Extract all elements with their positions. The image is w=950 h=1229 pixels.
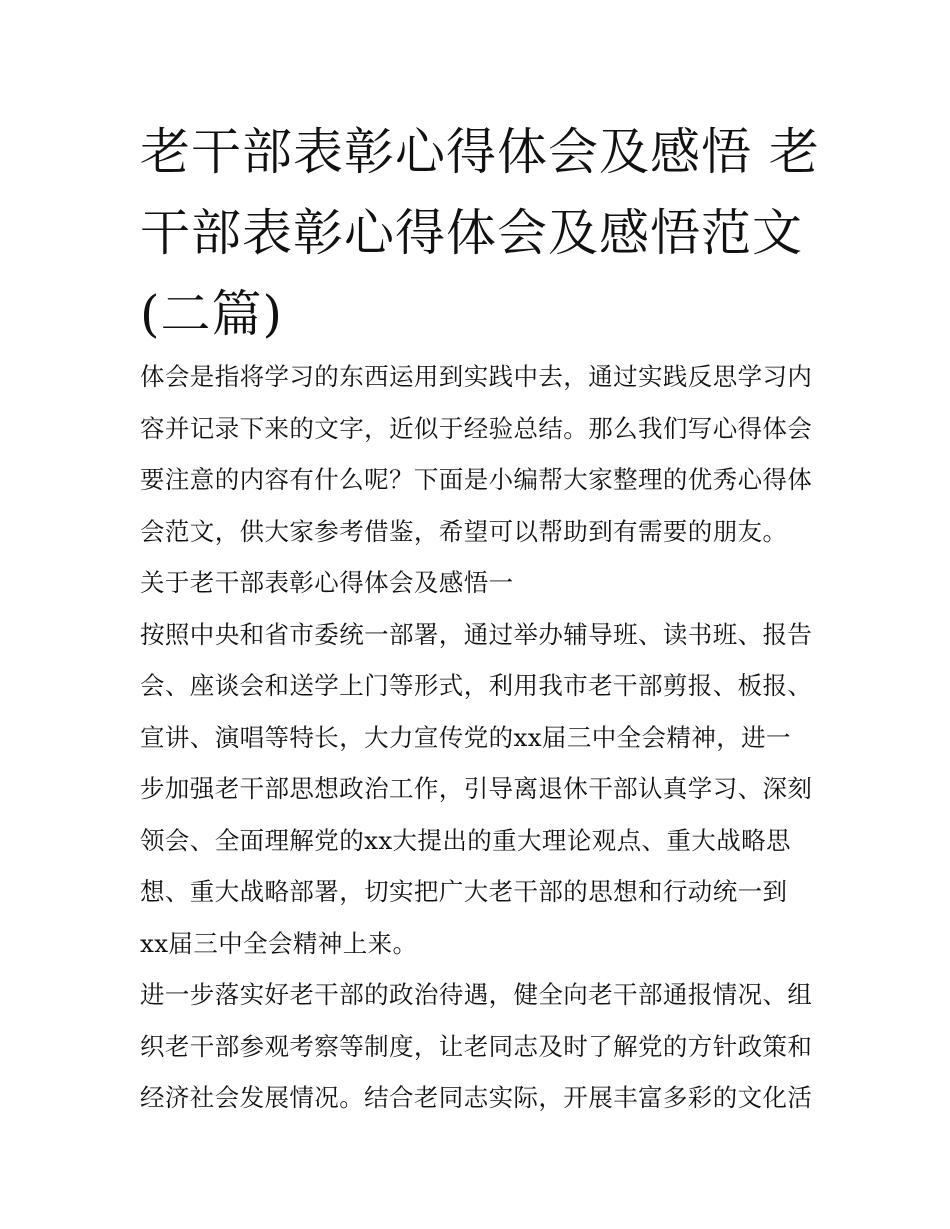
paragraph-line: 进一步落实好老干部的政治待遇，健全向老干部通报情况、组 — [140, 980, 813, 1009]
intro-line: 体会是指将学习的东西运用到实践中去，通过实践反思学习内 — [140, 362, 813, 391]
paragraph-line: xx届三中全会精神上来。 — [140, 928, 418, 958]
paragraph-line: 领会、全面理解党的xx大提出的重大理论观点、重大战略思 — [140, 825, 791, 855]
title-line: 老干部表彰心得体会及感悟 老 — [140, 123, 820, 181]
title-line: 干部表彰心得体会及感悟范文 — [140, 204, 803, 262]
intro-line: 会范文，供大家参考借鉴，希望可以帮助到有需要的朋友。 — [140, 516, 788, 546]
paragraph-line: 经济社会发展情况。结合老同志实际，开展丰富多彩的文化活 — [140, 1083, 813, 1112]
title-line: (二篇) — [140, 285, 284, 343]
document-body — [140, 351, 830, 1124]
intro-line: 容并记录下来的文字，近似于经验总结。那么我们写心得体会 — [140, 413, 813, 443]
paragraph-line: 宣讲、演唱等特长，大力宣传党的xx届三中全会精神，进一 — [140, 722, 791, 752]
paragraph-line: 想、重大战略部署，切实把广大老干部的思想和行动统一到 — [140, 877, 788, 906]
document-title — [140, 112, 820, 355]
paragraph-line: 按照中央和省市委统一部署，通过举办辅导班、读书班、报告 — [140, 619, 813, 649]
paragraph-line: 织老干部参观考察等制度，让老同志及时了解党的方针政策和 — [140, 1031, 813, 1061]
paragraph-line: 步加强老干部思想政治工作，引导离退休干部认真学习、深刻 — [140, 774, 813, 803]
section-heading: 关于老干部表彰心得体会及感悟一 — [140, 568, 514, 597]
intro-line: 要注意的内容有什么呢？下面是小编帮大家整理的优秀心得体 — [140, 465, 813, 494]
paragraph-line: 会、座谈会和送学上门等形式，利用我市老干部剪报、板报、 — [140, 671, 813, 700]
